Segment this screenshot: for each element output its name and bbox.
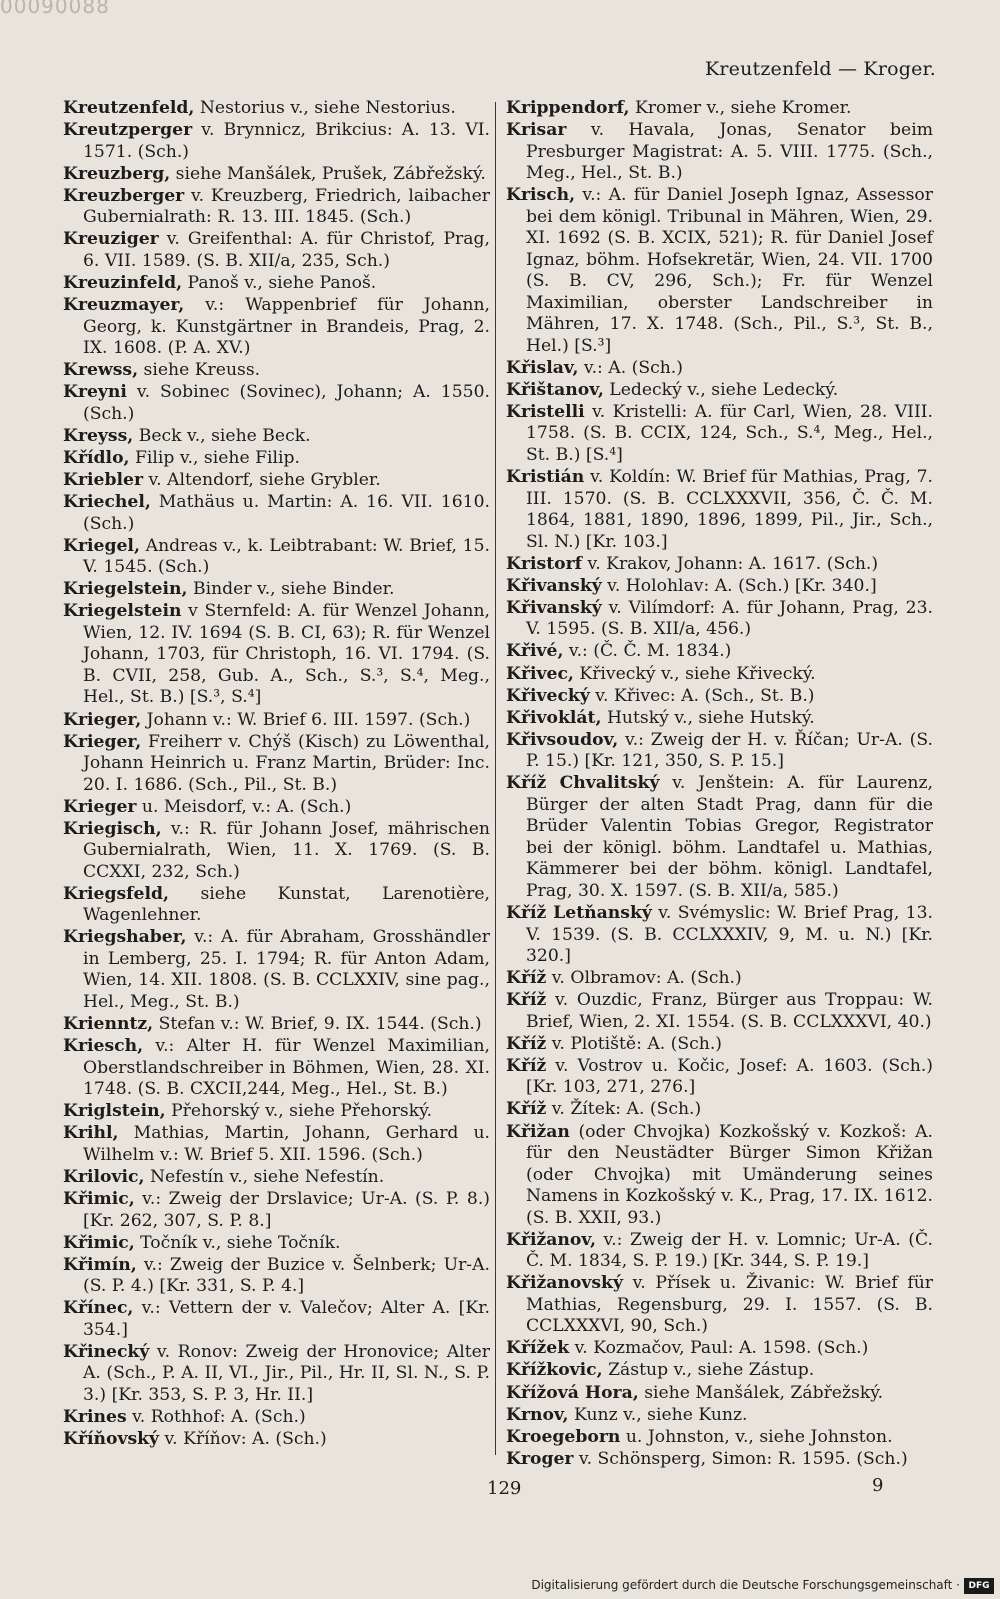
headword: Krilovic, xyxy=(63,1166,145,1187)
headword: Kreyni xyxy=(63,382,127,403)
headword: Křínec, xyxy=(63,1298,134,1319)
entry xyxy=(506,185,933,357)
entry-text: v.: (Č. Č. M. 1834.) xyxy=(563,641,732,662)
entry xyxy=(63,884,490,927)
headword: Kriebler xyxy=(63,470,143,491)
entry-text: v. Přísek u. Živanic: W. Brief für Mathias, Regensburg, 29. I. 1557. (S. B. CCLXXXVI, 90, Sch.) xyxy=(526,1273,933,1337)
entry-text: Mathias, Martin, Johann, Gerhard u. Wilhelm v.: W. Brief 5. XII. 1596. (Sch.) xyxy=(83,1123,490,1165)
entry xyxy=(63,360,490,382)
entry xyxy=(506,664,933,686)
entry-text: siehe Manšálek, Zábřežský. xyxy=(638,1382,884,1403)
entry xyxy=(63,1189,490,1232)
headword: Krisar xyxy=(506,120,567,141)
entry-text: v Sternfeld: A. für Wenzel Johann, Wien, 12. IV. 1694 (S. B. CI, 63); R. für Wenzel Johann, 1703, für Christoph, 16. VI. 1794. (S. B. CVII, 258, Gub. A., Sch., S.³, S.⁴, Meg., Hel., St. B.) [S.³, S.⁴] xyxy=(83,601,490,708)
headword: Křivoklát, xyxy=(506,707,602,728)
entry xyxy=(63,797,490,819)
headword: Křížová Hora, xyxy=(506,1382,639,1403)
entry-text: Nestorius v., siehe Nestorius. xyxy=(194,98,456,118)
entry xyxy=(63,492,490,535)
entry-text: Binder v., siehe Binder. xyxy=(187,579,395,600)
entry xyxy=(506,730,933,773)
entry-text: (oder Chvojka) Kozkošský v. Kozkoš: A. für den Neustädter Bürger Simon Křižan (oder Chvojka) mit Umänderung seines Namens in Kozkošský v. K., Prag, 17. IX. 1612. (S. B. XXII, 93.) xyxy=(526,1121,933,1228)
entry xyxy=(506,1338,933,1360)
scan-id: 00090088 xyxy=(0,0,110,18)
entry-text: v. Ouzdic, Franz, Bürger aus Troppau: W. Brief, Wien, 2. XI. 1554. (S. B. CCLXXXVI, 40.) xyxy=(526,990,933,1032)
headword: Kreyss, xyxy=(63,425,134,446)
entry-text: v.: R. für Johann Josef, mährischen Gubernialrath, Wien, 11. X. 1769. (S. B. CCXXI, 232, Sch.) xyxy=(83,818,490,882)
entry xyxy=(506,1122,933,1230)
headword: Křídlo, xyxy=(63,447,130,468)
entry xyxy=(506,990,933,1033)
headword: Křivsoudov, xyxy=(506,729,619,750)
headword: Křištanov, xyxy=(506,379,604,400)
entry-text: siehe Manšálek, Prušek, Zábřežský. xyxy=(170,163,486,184)
headword: Krieger, xyxy=(63,731,142,752)
entry-text: Panoš v., siehe Panoš. xyxy=(182,272,377,293)
headword: Kreuziger xyxy=(63,229,159,250)
entry xyxy=(63,448,490,470)
entry xyxy=(506,773,933,902)
entry-text: v. Schönsperg, Simon: R. 1595. (Sch.) xyxy=(573,1448,908,1469)
headword: Kreutzperger xyxy=(63,120,193,141)
entry-text: v.: A. für Daniel Joseph Ignaz, Assessor bei dem königl. Tribunal in Mähren, Wien, 29. XI. 1692 (S. B. XCIX, 521); R. für Daniel Josef Ignaz, böhm. Hofsekretär, Wien, 24. VII. 1700 (S. B. CV, 296, Sch.); Fr. für Wenzel Maximilian, oberster Landschreiber in Mähren, 17. X. 1748. (Sch., Pil., S.³, St. B., Hel.) [S.³] xyxy=(526,185,933,356)
entry-text: siehe Kreuss. xyxy=(138,360,261,381)
entry-text: Beck v., siehe Beck. xyxy=(133,425,311,446)
entry-text: v.: Zweig der Buzice v. Šelnberk; Ur-A. (S. P. 4.) [Kr. 331, S. P. 4.] xyxy=(83,1254,490,1297)
entry-text: Johann v.: W. Brief 6. III. 1597. (Sch.) xyxy=(141,709,471,730)
headword: Kreuzberger xyxy=(63,185,185,206)
headword: Krnov, xyxy=(506,1404,569,1425)
entry-text: siehe Kunstat, Larenotière, Wagenlehner. xyxy=(83,883,490,926)
headword: Kristorf xyxy=(506,553,583,574)
headword: Kroegeborn xyxy=(506,1426,621,1447)
headword: Kriegelstein, xyxy=(63,579,188,600)
headword: Křivecký xyxy=(506,685,590,706)
entry-text: Hutský v., siehe Hutský. xyxy=(601,707,815,728)
headword: Krisch, xyxy=(506,185,576,206)
right-column xyxy=(506,98,933,1471)
entry xyxy=(63,1407,490,1429)
entry-text: Nefestín v., siehe Nefestín. xyxy=(144,1166,385,1187)
headword: Kříž xyxy=(506,1033,547,1054)
entry-text: v. Vilímdorf: A. für Johann, Prag, 23. V. 1595. (S. B. XII/a, 456.) xyxy=(526,597,933,640)
entry xyxy=(63,1342,490,1407)
entry xyxy=(506,358,933,380)
entry-text: Freiherr v. Chýš (Kisch) zu Löwenthal, Johann Heinrich u. Franz Martin, Brüder: Inc. 20. I. 1686. (Sch., Pil., St. B.) xyxy=(83,731,490,795)
entry xyxy=(506,554,933,576)
headword: Křížkovic, xyxy=(506,1360,603,1381)
headword: Krewss, xyxy=(63,360,139,381)
headword: Křivec, xyxy=(506,663,574,684)
headword: Křížek xyxy=(506,1338,570,1359)
entry-text: v. Koldín: W. Brief für Mathias, Prag, 7. III. 1570. (S. B. CCLXXXVII, 356, Č. Č. M. 1864, 1881, 1890, 1896, 1899, Pil., Jir., Sch., Sl. N.) [Kr. 103.] xyxy=(526,467,933,552)
headword: Kříž Chvalitský xyxy=(506,773,660,794)
entry xyxy=(506,641,933,663)
headword: Křižanov, xyxy=(506,1229,596,1250)
entry xyxy=(506,708,933,730)
entry xyxy=(63,710,490,732)
entry xyxy=(506,576,933,598)
entry-text: Filip v., siehe Filip. xyxy=(129,447,301,468)
entry-text: v. Havala, Jonas, Senator beim Presburger Magistrat: A. 5. VIII. 1775. (Sch., Meg., Hel., St. B.) xyxy=(526,120,933,184)
entry-text: v. Kreuzberg, Friedrich, laibacher Gubernialrath: R. 13. III. 1845. (Sch.) xyxy=(83,185,490,228)
entry xyxy=(506,1405,933,1427)
entry-text: v. Rothhof: A. (Sch.) xyxy=(126,1407,306,1427)
entry xyxy=(506,1449,933,1471)
entry xyxy=(506,686,933,708)
entry xyxy=(63,819,490,884)
headword: Krieger, xyxy=(63,709,142,730)
headword: Kreuzinfeld, xyxy=(63,272,183,293)
entry xyxy=(506,1099,933,1121)
entry xyxy=(63,1255,490,1298)
headword: Kreuzberg, xyxy=(63,163,171,184)
entry xyxy=(63,186,490,229)
entry-text: v. Holohlav: A. (Sch.) [Kr. 340.] xyxy=(601,575,877,596)
entry xyxy=(506,1383,933,1405)
entry-text: v. Sobinec (Sovinec), Johann; A. 1550. (Sch.) xyxy=(83,382,490,424)
left-column xyxy=(63,98,490,1451)
headword: Křižan xyxy=(506,1121,570,1142)
entry-text: Stefan v.: W. Brief, 9. IX. 1544. (Sch.) xyxy=(153,1014,482,1035)
headword: Kreuzmayer, xyxy=(63,295,185,316)
entry-text: Andreas v., k. Leibtrabant: W. Brief, 15. V. 1545. (Sch.) xyxy=(83,535,490,578)
entry xyxy=(63,382,490,425)
dfg-logo: DFG xyxy=(964,1578,994,1594)
entry-text: v. Ronov: Zweig der Hronovice; Alter A. (Sch., P. A. II, VI., Jir., Pil., Hr. II, Sl. N., S. P. 3.) [Kr. 353, S. P. 3, Hr. II.] xyxy=(83,1341,490,1405)
entry-text: v.: A. (Sch.) xyxy=(578,357,683,378)
entry xyxy=(63,1036,490,1101)
entry-text: Točník v., siehe Točník. xyxy=(134,1232,341,1253)
entry-text: v. Brynnicz, Brikcius: A. 13. VI. 1571. (Sch.) xyxy=(83,120,490,162)
entry xyxy=(63,426,490,448)
entry-text: Kunz v., siehe Kunz. xyxy=(568,1404,748,1425)
entry-text: Zástup v., siehe Zástup. xyxy=(602,1360,815,1381)
entry xyxy=(63,732,490,797)
headword: Křinecký xyxy=(63,1341,150,1362)
headword: Krieger xyxy=(63,796,137,817)
headword: Kriegel, xyxy=(63,535,140,556)
headword: Křimic, xyxy=(63,1232,135,1253)
headword: Kříž Letňanský xyxy=(506,903,652,923)
entry-text: v. Plotiště: A. (Sch.) xyxy=(546,1033,723,1054)
entry-text: v. Olbramov: A. (Sch.) xyxy=(546,968,742,989)
entry xyxy=(506,968,933,990)
headword: Krihl, xyxy=(63,1123,119,1144)
headword: Křislav, xyxy=(506,357,579,378)
entry-text: v. Kozmačov, Paul: A. 1598. (Sch.) xyxy=(569,1338,869,1359)
entry xyxy=(506,467,933,553)
entry-text: Křivecký v., siehe Křivecký. xyxy=(573,663,816,684)
headword: Kříž xyxy=(506,968,547,989)
headword: Kriegshaber, xyxy=(63,927,187,948)
entry-text: v. Kristelli: A. für Carl, Wien, 28. VIII. 1758. (S. B. CCIX, 124, Sch., S.⁴, Meg., Hel., St. B.) [S.⁴] xyxy=(526,401,933,465)
entry-text: v.: Alter H. für Wenzel Maximilian, Oberstlandschreiber in Böhmen, Wien, 28. XI. 1748. (S. B. CXCII,244, Meg., Hel., St. B.) xyxy=(83,1036,490,1100)
entry xyxy=(63,601,490,709)
headword: Křimín, xyxy=(63,1254,137,1275)
headword: Křimic, xyxy=(63,1189,135,1210)
headword: Krienntz, xyxy=(63,1014,154,1035)
headword: Krippendorf, xyxy=(506,98,630,118)
entry-text: u. Johnston, v., siehe Johnston. xyxy=(620,1426,893,1447)
entry xyxy=(63,536,490,579)
signature-mark: 9 xyxy=(872,1475,884,1496)
entry xyxy=(63,470,490,492)
entry-text: v.: A. für Abraham, Grosshändler in Lemberg, 25. I. 1794; R. für Anton Adam, Wien, 14. XII. 1808. (S. B. CCLXXIV, sine pag., Hel., Meg., St. B.) xyxy=(83,927,490,1012)
entry-text: v.: Zweig der H. v. Říčan; Ur-A. (S. P. 15.) [Kr. 121, 350, S. P. 15.] xyxy=(526,729,933,772)
footer-text: Digitalisierung gefördert durch die Deutsche Forschungsgemeinschaft · xyxy=(531,1578,960,1592)
entry xyxy=(63,1123,490,1166)
entry-text: v.: Wappenbrief für Johann, Georg, k. Kunstgärtner in Brandeis, Prag, 2. IX. 1608. (P. A. XV.) xyxy=(83,295,490,359)
entry xyxy=(506,1273,933,1338)
entry xyxy=(506,120,933,185)
entry-text: v.: Zweig der Drslavice; Ur-A. (S. P. 8.) [Kr. 262, 307, S. P. 8.] xyxy=(83,1189,490,1231)
column-divider xyxy=(495,102,496,1455)
headword: Kriegelstein xyxy=(63,601,182,622)
headword: Kříž xyxy=(506,1055,547,1076)
entry xyxy=(63,1298,490,1341)
entry xyxy=(506,402,933,467)
entry xyxy=(63,1233,490,1255)
entry xyxy=(506,1056,933,1099)
entry-text: v. Jenštein: A. für Laurenz, Bürger der alten Stadt Prag, dann für die Brüder Valentin Tobias Gregor, Registrator bei der königl. böhm. Landtafel u. Mathias, Kämmerer bei der böhm. königl. Landtafel, Prag, 30. X. 1597. (S. B. XII/a, 585.) xyxy=(526,773,933,901)
headword: Kriegisch, xyxy=(63,818,162,839)
entry-text: v. Greifenthal: A. für Christof, Prag, 6. VII. 1589. (S. B. XII/a, 235, Sch.) xyxy=(83,229,490,271)
entry xyxy=(506,1034,933,1056)
entry xyxy=(506,1427,933,1449)
headword: Kreutzenfeld, xyxy=(63,98,195,118)
entry xyxy=(63,1101,490,1123)
entry-text: v. Altendorf, siehe Grybler. xyxy=(143,470,381,491)
entry-text: Přehorský v., siehe Přehorský. xyxy=(165,1101,433,1122)
entry xyxy=(63,164,490,186)
headword: Kříž xyxy=(506,1099,547,1120)
entry xyxy=(63,273,490,295)
headword: Křivanský xyxy=(506,597,602,618)
entry xyxy=(63,229,490,272)
entry xyxy=(506,598,933,641)
running-head: Kreutzenfeld — Kroger. xyxy=(704,58,936,80)
entry-text: v. Žítek: A. (Sch.) xyxy=(546,1099,702,1120)
headword: Kriesch, xyxy=(63,1036,144,1057)
entry-text: v. Svémyslic: W. Brief Prag, 13. V. 1539. (S. B. CCLXXXIV, 9, M. u. N.) [Kr. 320.] xyxy=(526,903,933,966)
entry-text: v. Krakov, Johann: A. 1617. (Sch.) xyxy=(582,553,879,574)
entry xyxy=(63,98,490,120)
entry-text: v. Křivec: A. (Sch., St. B.) xyxy=(589,685,815,706)
entry xyxy=(63,1014,490,1036)
headword: Křivé, xyxy=(506,641,564,662)
entry xyxy=(63,927,490,1013)
entry xyxy=(506,1230,933,1273)
headword: Kříž xyxy=(506,990,547,1011)
entry xyxy=(506,98,933,120)
entry xyxy=(63,1167,490,1189)
entry-text: v. Kříňov: A. (Sch.) xyxy=(159,1429,327,1450)
headword: Kristelli xyxy=(506,401,585,422)
headword: Kroger xyxy=(506,1448,574,1469)
headword: Krines xyxy=(63,1407,127,1427)
footer xyxy=(0,1571,1000,1599)
entry-text: Ledecký v., siehe Ledecký. xyxy=(603,379,839,400)
headword: Kriechel, xyxy=(63,492,151,513)
page-number: 129 xyxy=(487,1478,522,1499)
entry xyxy=(63,295,490,360)
entry-text: Kromer v., siehe Kromer. xyxy=(629,98,852,118)
entry xyxy=(506,1360,933,1382)
headword: Křižanovský xyxy=(506,1273,623,1294)
headword: Kriglstein, xyxy=(63,1101,166,1122)
entry xyxy=(63,120,490,163)
headword: Kriegsfeld, xyxy=(63,883,170,904)
entry-text: Mathäus u. Martin: A. 16. VII. 1610. (Sch.) xyxy=(83,492,490,534)
entry-text: u. Meisdorf, v.: A. (Sch.) xyxy=(136,796,352,817)
entry xyxy=(63,579,490,601)
entry xyxy=(63,1429,490,1451)
headword: Křivanský xyxy=(506,575,602,596)
entry-text: v.: Zweig der H. v. Lomnic; Ur-A. (Č. Č. M. 1834, S. P. 19.) [Kr. 344, S. P. 19.] xyxy=(526,1229,933,1272)
entry xyxy=(506,380,933,402)
headword: Kříňovský xyxy=(63,1429,160,1450)
entry-text: v.: Vettern der v. Valečov; Alter A. [Kr. 354.] xyxy=(83,1298,490,1340)
entry-text: v. Vostrov u. Kočic, Josef: A. 1603. (Sch.) [Kr. 103, 271, 276.] xyxy=(526,1055,933,1098)
headword: Kristián xyxy=(506,467,585,488)
entry xyxy=(506,903,933,968)
